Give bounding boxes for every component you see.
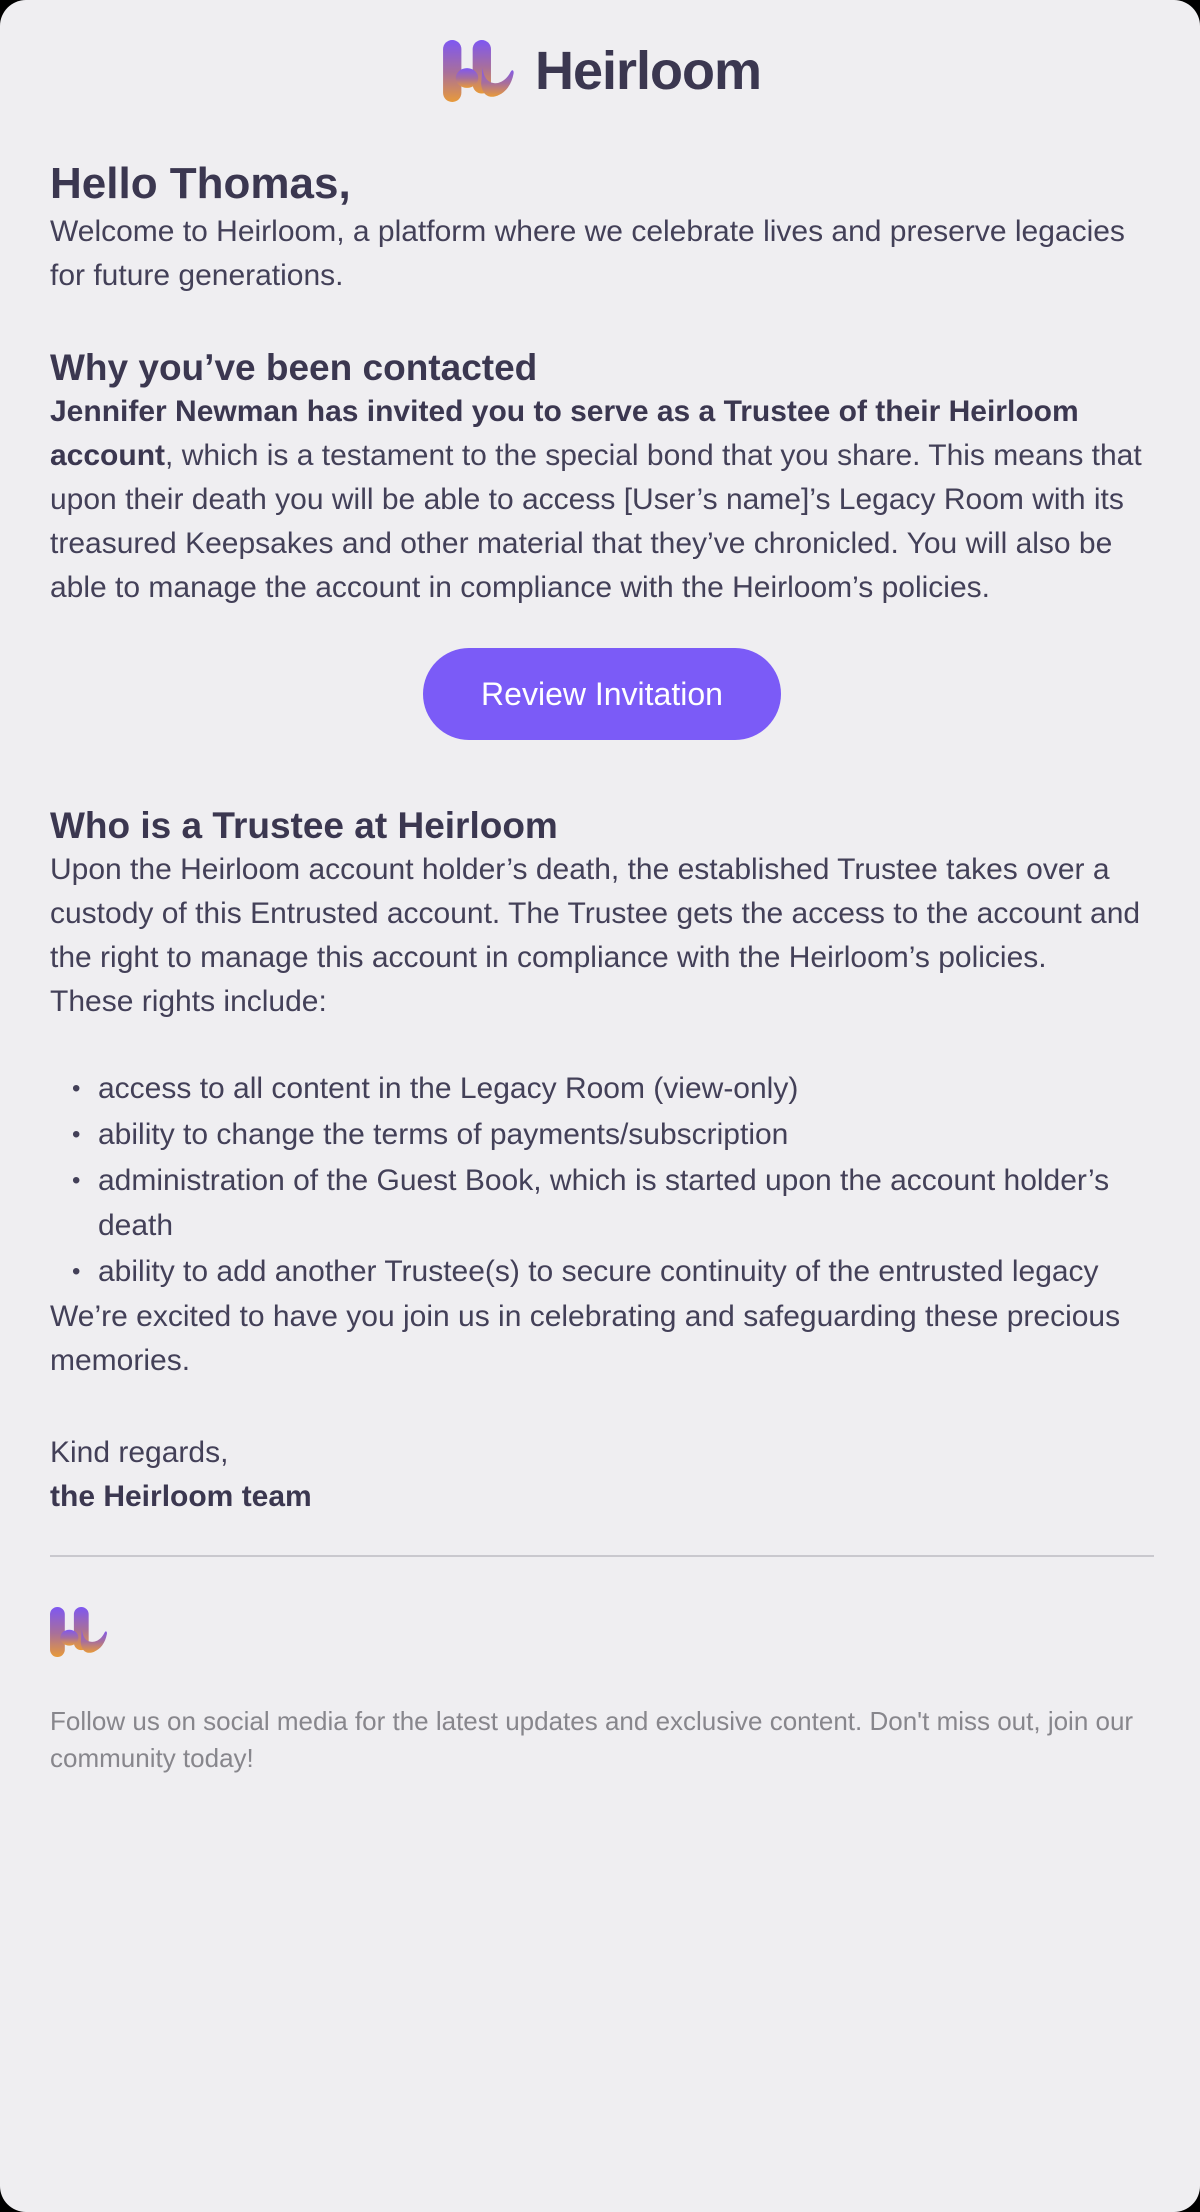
brand-header bbox=[50, 40, 1154, 102]
signoff-block bbox=[50, 1431, 1154, 1519]
greeting-heading: Hello Thomas, bbox=[50, 159, 351, 208]
footer-social-text: Follow us on social media for the latest updates and exclusive content. Don't miss out, join our community today! bbox=[50, 1706, 1134, 1773]
list-item: • ability to change the terms of payments/subscription bbox=[70, 1112, 1130, 1157]
section-heading-who-is-trustee: Who is a Trustee at Heirloom bbox=[50, 805, 558, 846]
signoff-team-name: the Heirloom team bbox=[50, 1480, 312, 1513]
invitation-rest-text: , which is a testament to the special bond that you share. This means that upon their death you will be able to access [User’s name]’s Legacy Room with its treasured Keepsakes and other material that they’ve chronicled. You will also be able to manage the account in compliance with the Heirloom’s policies. bbox=[50, 439, 1142, 604]
invitation-bold-text: Jennifer Newman has invited you to serve as a Trustee of their Heirloom account bbox=[50, 395, 1079, 472]
list-item: • access to all content in the Legacy Room (view-only) bbox=[70, 1066, 1130, 1111]
heirloom-logo-icon bbox=[443, 40, 515, 102]
closing-paragraph: We’re excited to have you join us in celebrating and safeguarding these precious memories. bbox=[50, 1300, 1121, 1377]
brand-wordmark: Heirloom bbox=[534, 41, 762, 101]
section-heading-why-contacted: Why you’ve been contacted bbox=[50, 347, 538, 388]
signoff-line: Kind regards, bbox=[50, 1436, 229, 1469]
list-item: • administration of the Guest Book, which is started upon the account holder’s death bbox=[70, 1158, 1130, 1248]
cta-row bbox=[50, 648, 1154, 740]
footer-divider bbox=[50, 1555, 1154, 1557]
list-item: • ability to add another Trustee(s) to secure continuity of the entrusted legacy bbox=[70, 1249, 1130, 1294]
invitation-paragraph bbox=[50, 390, 1154, 610]
rights-intro-text: These rights include: bbox=[50, 985, 327, 1018]
intro-paragraph: Welcome to Heirloom, a platform where we celebrate lives and preserve legacies for future generations. bbox=[50, 215, 1125, 292]
review-invitation-button[interactable]: Review Invitation bbox=[423, 648, 781, 740]
trustee-description-paragraph: Upon the Heirloom account holder’s death, the established Trustee takes over a custody of this Entrusted account. The Trustee gets the access to the account and the right to manage this account in compliance with the Heirloom’s policies. bbox=[50, 853, 1141, 974]
heirloom-footer-logo-icon bbox=[50, 1607, 108, 1657]
rights-list bbox=[70, 1066, 1130, 1294]
